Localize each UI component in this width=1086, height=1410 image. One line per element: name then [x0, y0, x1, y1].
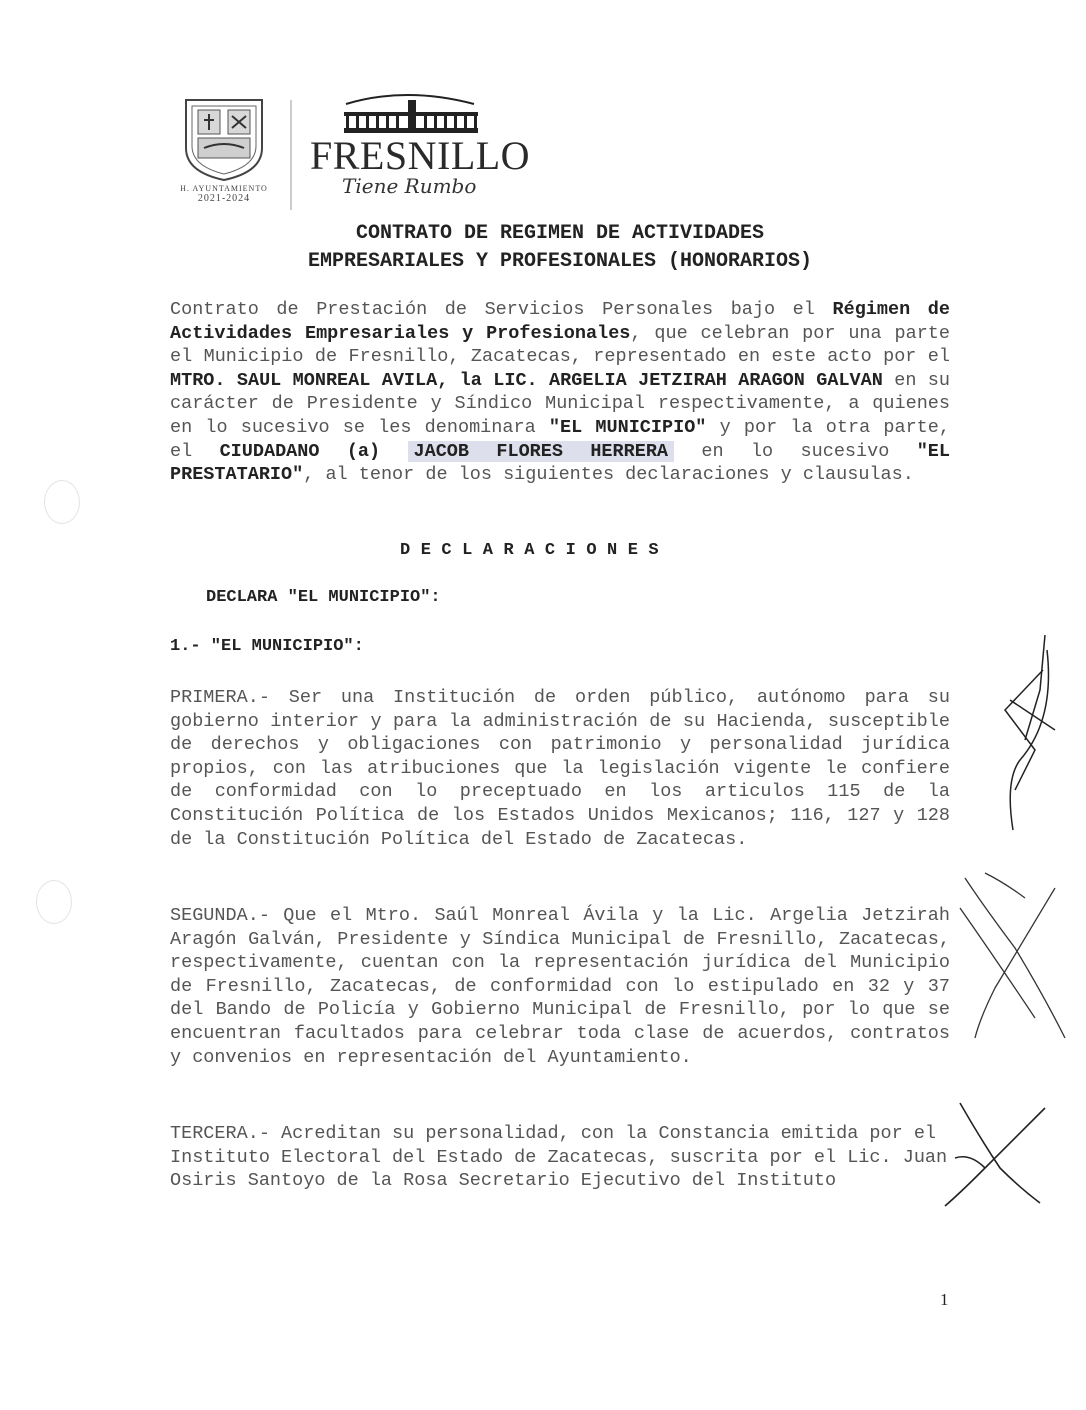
- intro-text-1: Contrato de Prestación de Servicios Personales bajo el: [170, 299, 833, 320]
- intro-bold-municipio: "EL MUNICIPIO": [548, 416, 707, 438]
- title-line-2: EMPRESARIALES Y PROFESIONALES (HONORARIOS): [307, 250, 813, 273]
- declara-municipio-heading: DECLARA "EL MUNICIPIO":: [206, 588, 441, 607]
- header-logos: [178, 90, 538, 215]
- seal-caption-line2: 2021-2024: [197, 193, 251, 204]
- punch-hole-bottom: [36, 880, 72, 924]
- section-1-heading: 1.- "EL MUNICIPIO":: [170, 637, 364, 656]
- brand-name: FRESNILLO: [310, 133, 531, 178]
- intro-bold-regimen: Régimen de Actividades Empresariales y Profesionales: [170, 299, 950, 344]
- intro-text-5: en lo sucesivo: [674, 440, 917, 462]
- intro-text-2: , que celebran por una parte el Municipio de Fresnillo, Zacatecas, representado en este acto por el: [170, 322, 950, 368]
- intro-bold-prestatario: "EL PRESTATARIO": [170, 440, 950, 486]
- signature-mark-2: [955, 868, 1075, 1048]
- seal-emblem-icon: [178, 90, 270, 182]
- punch-hole-top: [44, 480, 80, 524]
- fresnillo-brand: [310, 90, 538, 215]
- title-line-1: CONTRATO DE REGIMEN DE ACTIVIDADES: [355, 222, 765, 245]
- clause-tercera: TERCERA.- Acreditan su personalidad, con la Constancia emitida por el Instituto Electoral del Estado de Zacatecas, suscrita por el Lic. Juan Osiris Santoyo de la Rosa Secretario Ejecutivo del Instituto: [170, 1123, 948, 1192]
- intro-bold-officials: MTRO. SAUL MONREAL AVILA, la LIC. ARGELIA JETZIRAH ARAGON GALVAN: [170, 369, 883, 391]
- logo-divider: [290, 100, 292, 210]
- clause-segunda: SEGUNDA.- Que el Mtro. Saúl Monreal Ávila y la Lic. Argelia Jetzirah Aragón Galván, Presidente y Síndica Municipal de Fresnillo, Zacatecas, respectivamente, cuentan con la representación jurídica del Municipio de Fresnillo, Zacatecas, de conformidad con lo estipulado en 32 y 37 del Bando de Policía y Gobierno Municipal de Fresnillo, por lo que se encuentran facultados para celebrar toda clase de acuerdos, contratos y convenios en representación del Ayuntamiento.: [170, 905, 950, 1068]
- seal-caption-line1: H. AYUNTAMIENTO: [180, 184, 268, 193]
- clause-primera: PRIMERA.- Ser una Institución de orden público, autónomo para su gobierno interior y para la administración de su Hacienda, susceptible de derechos y obligaciones con patrimonio y personalidad jurídica propios, con las atribuciones que la legislación vigente le confiere de conformidad con lo preceptuado en los articulos 115 de la Constitución Política de los Estados Unidos Mexicanos; 116, 127 y 128 de la Constitución Política del Estado de Zacatecas.: [170, 687, 950, 850]
- intro-paragraph: [170, 298, 950, 487]
- seal-caption: [172, 184, 276, 204]
- signature-mark-3: [940, 1098, 1050, 1208]
- municipal-seal: [178, 90, 270, 215]
- intro-text-3: en su carácter de Presidente y Síndico Municipal respectivamente, a quienes en lo sucesivo se les denominara: [170, 369, 950, 438]
- declaraciones-heading: DECLARACIONES: [400, 541, 670, 560]
- brand-tagline: Tiene Rumbo: [342, 174, 477, 198]
- page-number: 1: [940, 1290, 949, 1309]
- intro-text-4: y por la otra parte, el: [170, 416, 950, 462]
- signature-mark-1: [985, 630, 1065, 840]
- contractor-name: JACOB FLORES HERRERA: [408, 441, 675, 462]
- intro-bold-ciudadano: CIUDADANO (a): [219, 440, 381, 462]
- building-skyline-icon: [336, 90, 486, 136]
- intro-text-6: , al tenor de los siguientes declaraciones y clausulas.: [303, 464, 914, 486]
- document-title: [170, 220, 950, 276]
